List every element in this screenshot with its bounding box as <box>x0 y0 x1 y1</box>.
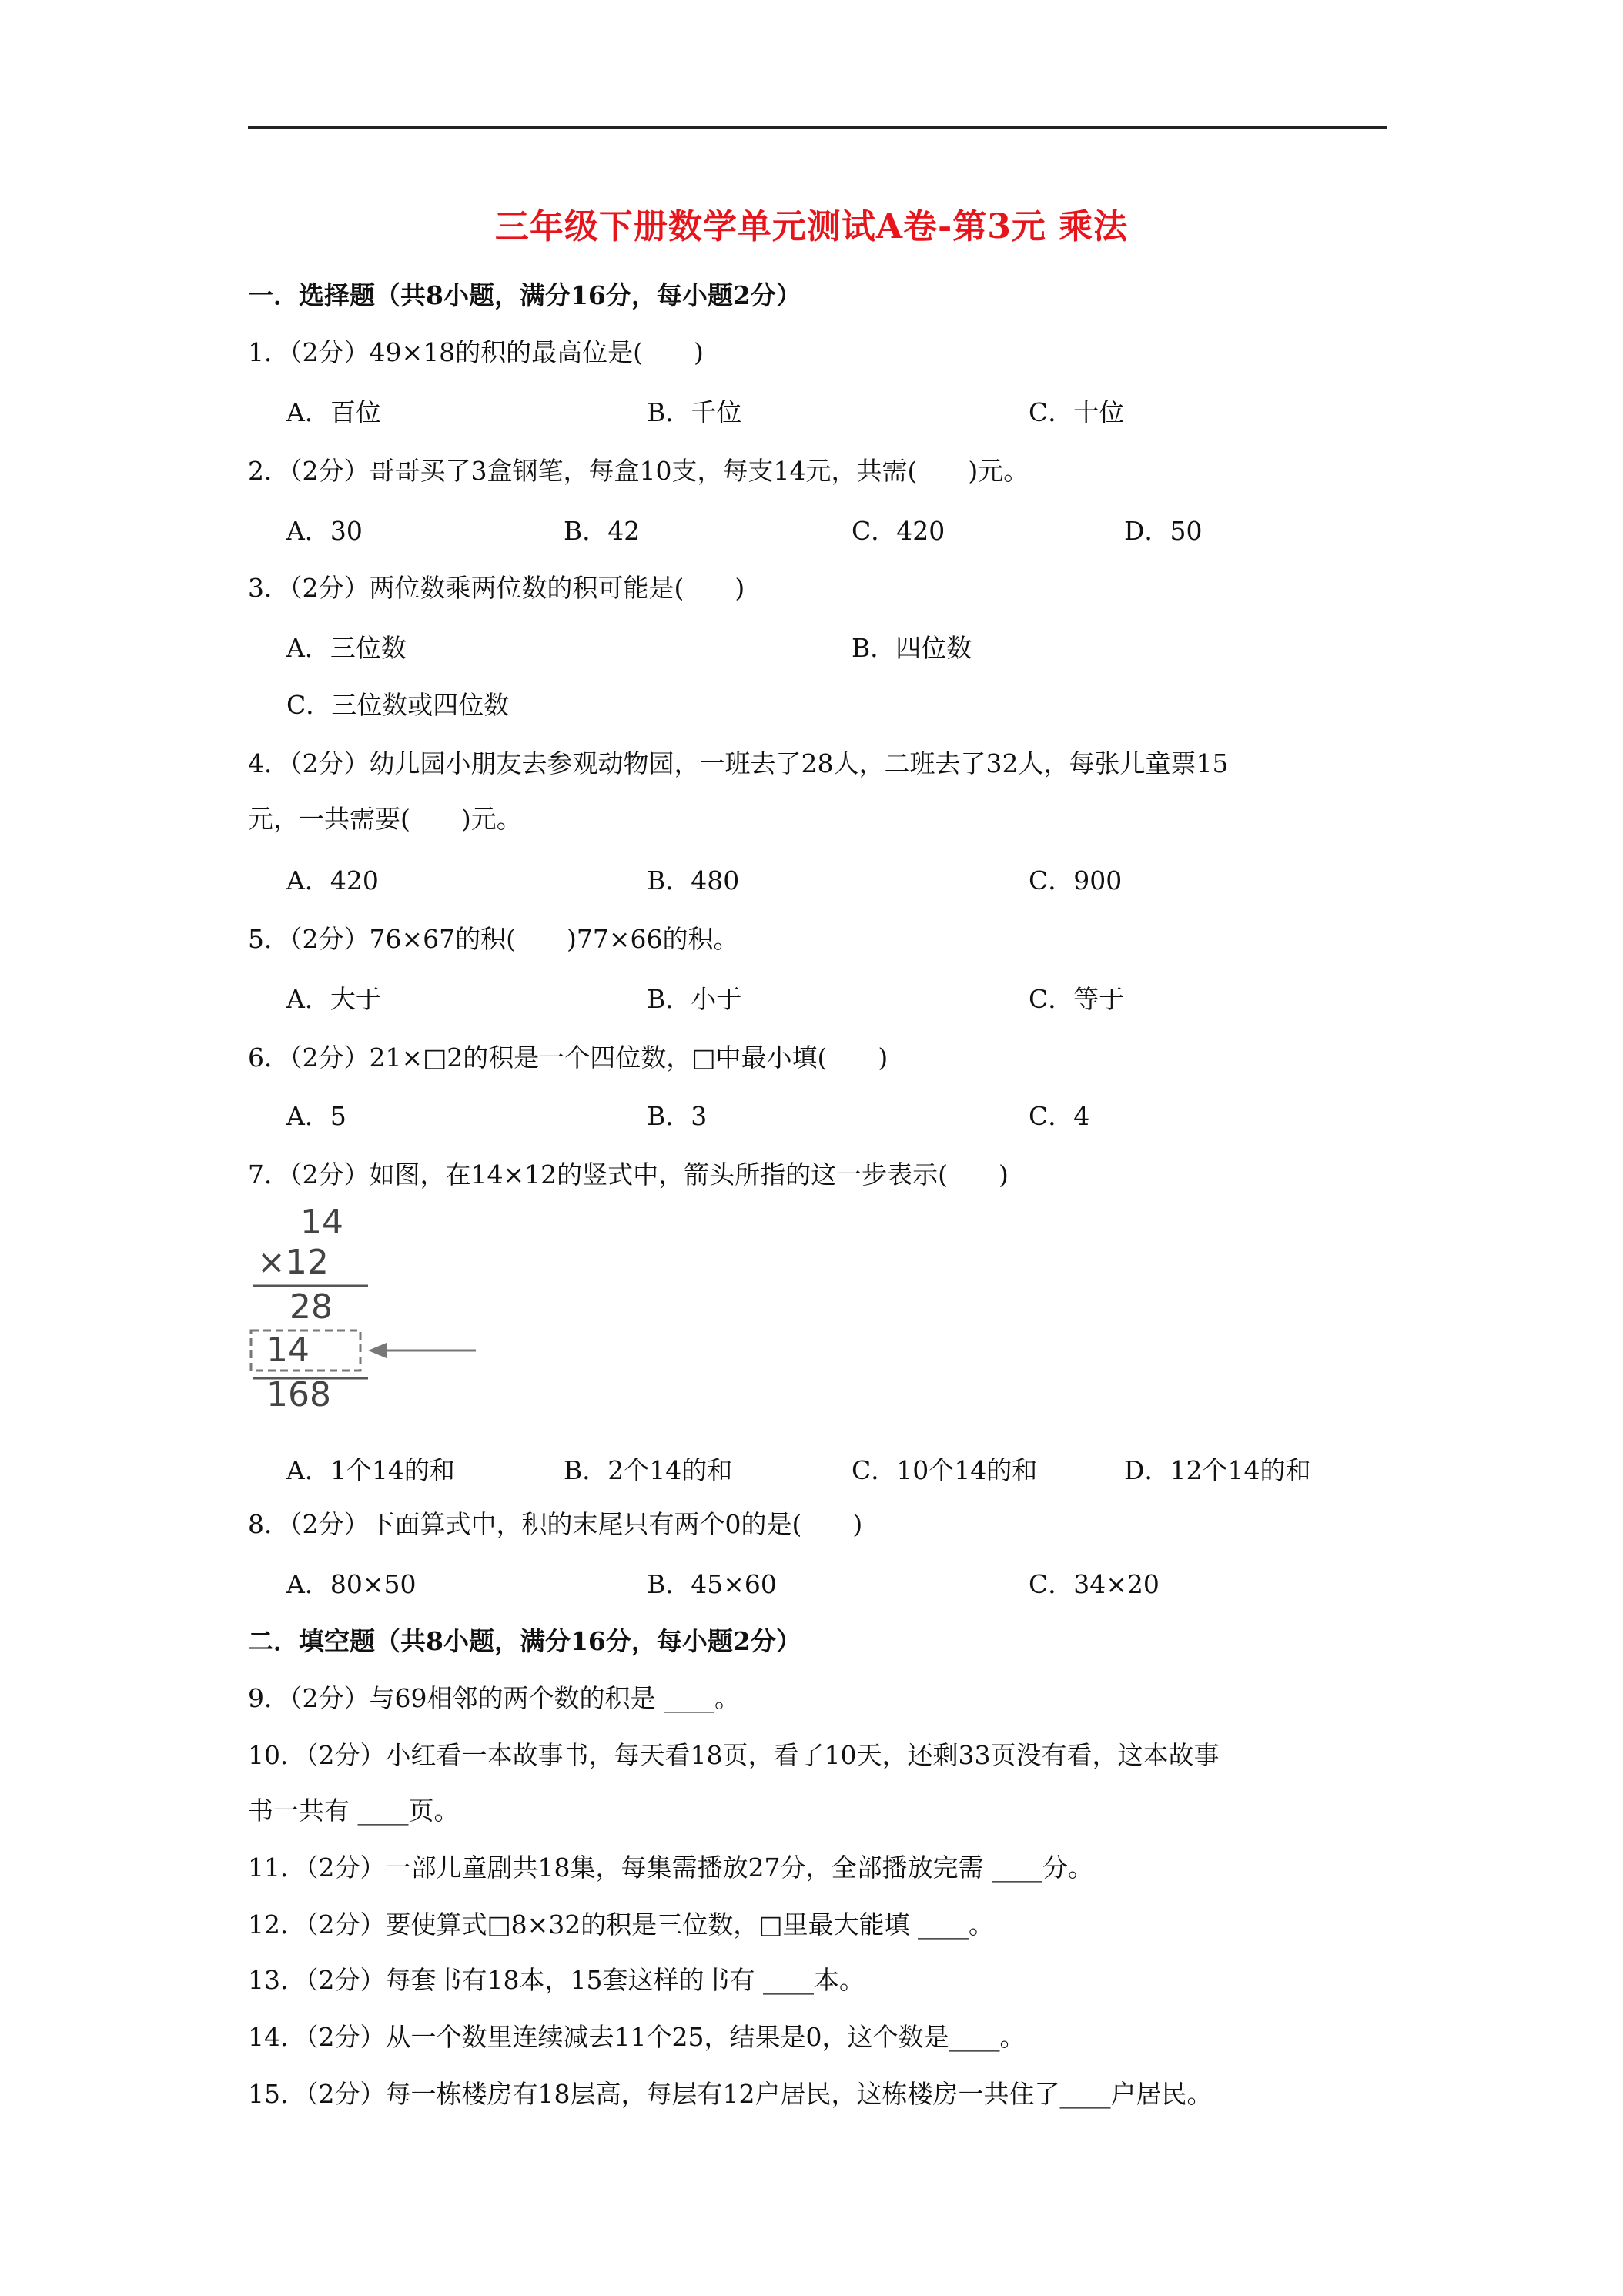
section-choice-heading: 一．选择题（共8小题，满分16分，每小题2分） <box>248 280 801 310</box>
question-4: 4．（2分）幼儿园小朋友去参观动物园，一班去了28人，二班去了32人，每张儿童票15 <box>248 748 1229 778</box>
q1-option-c: C．十位 <box>1029 397 1125 427</box>
section-fill-heading: 二．填空题（共8小题，满分16分，每小题2分） <box>248 1626 801 1656</box>
q7-option-b: B．2个14的和 <box>564 1455 733 1485</box>
fig-product: 168 <box>266 1375 331 1414</box>
q4-option-c: C．900 <box>1029 865 1123 895</box>
q7-option-d: D．12个14的和 <box>1124 1455 1311 1485</box>
fig-partial-2: 14 <box>266 1330 310 1370</box>
q1-option-a: A．百位 <box>286 397 381 427</box>
q3-option-a: A．三位数 <box>286 633 407 663</box>
fig-partial-1: 28 <box>289 1287 333 1327</box>
question-10: 10．（2分）小红看一本故事书，每天看18页，看了10天，还剩33页没有看，这本故事 <box>248 1740 1220 1770</box>
question-10-cont: 书一共有 ____页。 <box>248 1796 460 1826</box>
q4-option-a: A．420 <box>286 865 379 895</box>
q4-option-b: B．480 <box>647 865 740 895</box>
question-5: 5．（2分）76×67的积( )77×66的积。 <box>248 924 739 954</box>
q2-option-c: C．420 <box>852 516 945 546</box>
q5-option-a: A．大于 <box>286 984 381 1014</box>
q3-option-b: B．四位数 <box>852 633 972 663</box>
page-title: 三年级下册数学单元测试A卷-第3元 乘法 <box>494 207 1129 246</box>
q6-option-b: B．3 <box>647 1101 708 1131</box>
q2-option-b: B．42 <box>564 516 641 546</box>
fig-arrow-icon <box>368 1343 387 1358</box>
question-7: 7．（2分）如图，在14×12的竖式中，箭头所指的这一步表示( ) <box>248 1160 1009 1190</box>
q6-option-c: C．4 <box>1029 1101 1090 1131</box>
question-12: 12．（2分）要使算式□8×32的积是三位数，□里最大能填 ____。 <box>248 1909 994 1940</box>
question-11: 11．（2分）一部儿童剧共18集，每集需播放27分，全部播放完需 ____分。 <box>248 1853 1093 1883</box>
question-3: 3．（2分）两位数乘两位数的积可能是( ) <box>248 573 745 603</box>
q8-option-a: A．80×50 <box>286 1569 417 1599</box>
question-9: 9．（2分）与69相邻的两个数的积是 ____。 <box>248 1683 740 1713</box>
q5-option-b: B．小于 <box>647 984 742 1014</box>
q2-option-d: D．50 <box>1124 516 1203 546</box>
q8-option-c: C．34×20 <box>1029 1569 1160 1599</box>
q3-option-c: C．三位数或四位数 <box>286 690 510 720</box>
vertical-multiplication-figure <box>245 1201 491 1432</box>
q1-option-b: B．千位 <box>647 397 742 427</box>
q2-option-a: A．30 <box>286 516 363 546</box>
question-15: 15．（2分）每一栋楼房有18层高，每层有12户居民，这栋楼房一共住了____户居民。 <box>248 2079 1213 2109</box>
question-13: 13．（2分）每套书有18本，15套这样的书有 ____本。 <box>248 1965 865 1995</box>
q8-option-b: B．45×60 <box>647 1569 777 1599</box>
question-6: 6．（2分）21×□2的积是一个四位数，□中最小填( ) <box>248 1043 888 1073</box>
question-8: 8．（2分）下面算式中，积的末尾只有两个0的是( ) <box>248 1509 863 1539</box>
q5-option-c: C．等于 <box>1029 984 1125 1014</box>
fig-multiplicand: 14 <box>300 1203 343 1242</box>
q7-option-a: A．1个14的和 <box>286 1455 455 1485</box>
question-4-cont: 元，一共需要( )元。 <box>248 804 522 834</box>
question-2: 2．（2分）哥哥买了3盒钢笔，每盒10支，每支14元，共需( )元。 <box>248 456 1029 486</box>
q7-option-c: C．10个14的和 <box>852 1455 1038 1485</box>
fig-multiplier: ×12 <box>257 1243 329 1282</box>
header-rule <box>248 126 1387 129</box>
q6-option-a: A．5 <box>286 1101 346 1131</box>
question-14: 14．（2分）从一个数里连续减去11个25，结果是0，这个数是____。 <box>248 2022 1026 2052</box>
question-1: 1．（2分）49×18的积的最高位是( ) <box>248 337 704 367</box>
